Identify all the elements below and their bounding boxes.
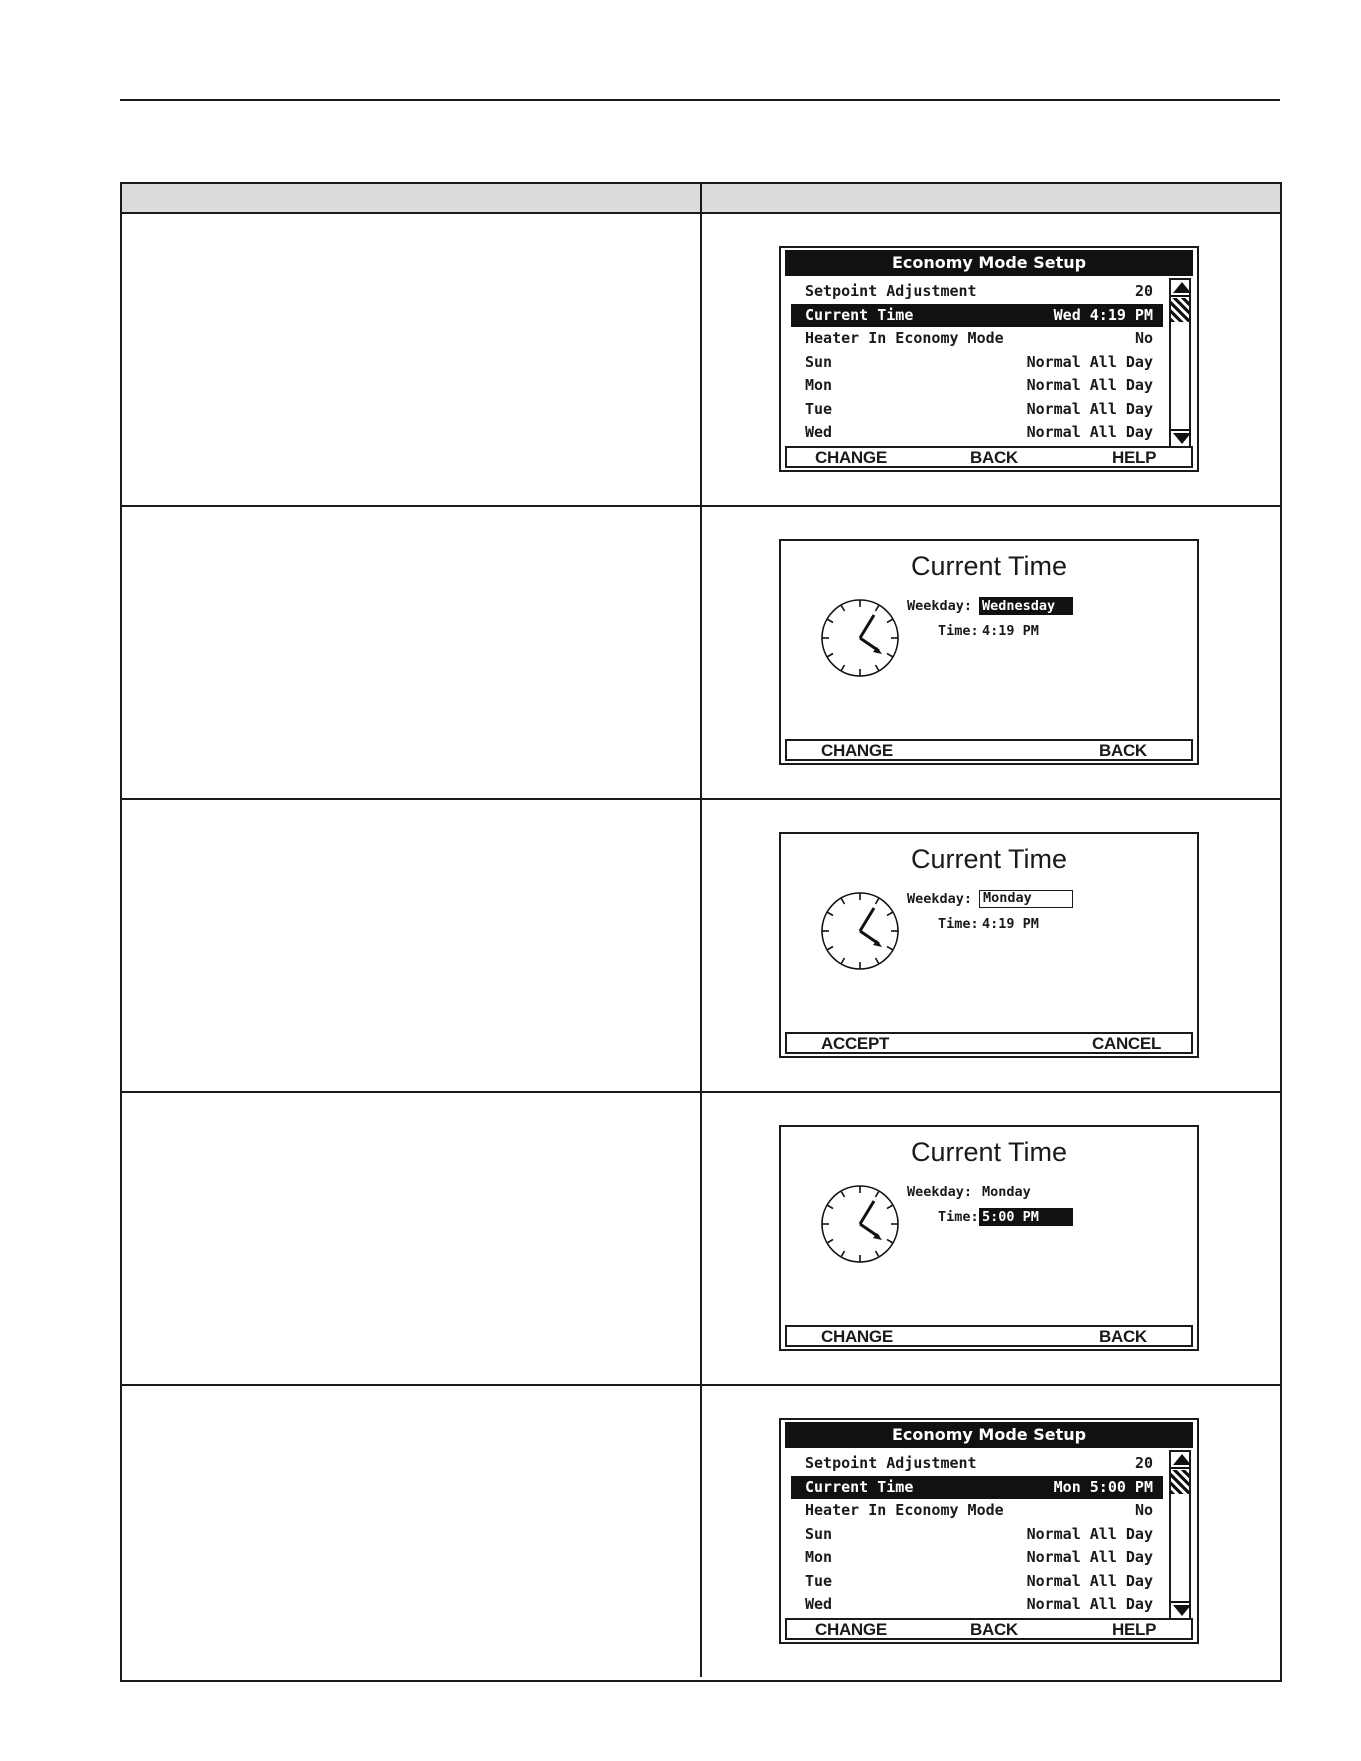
scroll-up-arrow-icon[interactable] — [1173, 1454, 1191, 1465]
menu-item-label: Tue — [805, 399, 833, 418]
softkey-back[interactable]: BACK — [970, 1620, 1018, 1639]
menu-item-label: Current Time — [805, 1477, 914, 1496]
scroll-divider — [1171, 1601, 1189, 1603]
softkey-help[interactable]: HELP — [1112, 1620, 1157, 1639]
scroll-down-arrow-icon[interactable] — [1173, 433, 1191, 444]
softkey-back[interactable]: BACK — [1099, 1327, 1147, 1346]
menu-item-label: Mon — [805, 376, 833, 394]
softkey-bar — [785, 446, 1193, 468]
menu-list — [791, 280, 1163, 445]
menu-item-value: Normal All Day — [1026, 1595, 1153, 1613]
menu-item-setpoint-adjustment[interactable] — [791, 280, 1163, 304]
display-screen — [779, 1125, 1199, 1351]
menu-item-setpoint-adjustment[interactable] — [791, 1452, 1163, 1476]
menu-item-label: Heater In Economy Mode — [805, 329, 1004, 347]
menu-item-tue[interactable] — [791, 398, 1163, 422]
scroll-divider — [1171, 429, 1189, 431]
softkey-bar — [785, 1325, 1193, 1347]
scroll-down-arrow-icon[interactable] — [1173, 1605, 1191, 1616]
menu-item-wed[interactable] — [791, 1593, 1163, 1617]
menu-item-label: Wed — [805, 1595, 833, 1613]
table-row — [122, 507, 1280, 800]
screen-cell — [702, 507, 1280, 798]
table-row — [122, 1093, 1280, 1386]
screen-cell — [702, 1093, 1280, 1384]
scroll-divider — [1171, 295, 1189, 297]
menu-list — [791, 1452, 1163, 1617]
time-label: Time: — [938, 916, 979, 932]
menu-item-label: Setpoint Adjustment — [805, 1454, 977, 1472]
menu-item-value: 20 — [1134, 282, 1153, 300]
scrollbar[interactable] — [1169, 278, 1191, 448]
menu-item-value: Normal All Day — [1026, 399, 1153, 418]
time-field[interactable]: 4:19 PM — [982, 623, 1039, 639]
menu-item-heater-economy[interactable] — [791, 1499, 1163, 1523]
menu-item-value: No — [1134, 329, 1153, 347]
menu-item-heater-economy[interactable] — [791, 327, 1163, 351]
menu-title: Economy Mode Setup — [785, 250, 1193, 276]
menu-item-label: Current Time — [805, 305, 914, 324]
clock-icon — [819, 890, 901, 972]
menu-item-current-time[interactable] — [791, 304, 1163, 328]
header-divider — [700, 184, 702, 212]
menu-title: Economy Mode Setup — [785, 1422, 1193, 1448]
menu-item-current-time[interactable] — [791, 1476, 1163, 1500]
menu-item-value: Wed 4:19 PM — [1053, 305, 1153, 324]
weekday-label: Weekday: — [907, 891, 973, 907]
time-label: Time: — [938, 1209, 979, 1225]
weekday-label: Weekday: — [907, 598, 973, 614]
top-rule — [120, 99, 1280, 101]
instruction-cell — [122, 1093, 700, 1384]
menu-item-label: Sun — [805, 352, 833, 371]
softkey-accept[interactable]: ACCEPT — [821, 1034, 890, 1053]
time-field[interactable]: 4:19 PM — [982, 916, 1039, 932]
menu-item-label: Tue — [805, 1571, 833, 1590]
scroll-thumb[interactable] — [1171, 1470, 1189, 1494]
scroll-thumb[interactable] — [1171, 298, 1189, 322]
menu-item-label: Sun — [805, 1524, 833, 1543]
softkey-bar — [785, 1032, 1193, 1054]
menu-item-mon[interactable] — [791, 1546, 1163, 1570]
menu-item-value: Normal All Day — [1026, 1524, 1153, 1543]
menu-item-label: Heater In Economy Mode — [805, 1501, 1004, 1519]
menu-item-sun[interactable] — [791, 351, 1163, 375]
softkey-change[interactable]: CHANGE — [821, 741, 893, 760]
menu-item-label: Mon — [805, 1548, 833, 1566]
menu-item-value: Mon 5:00 PM — [1053, 1477, 1153, 1496]
softkey-change[interactable]: CHANGE — [815, 1620, 887, 1639]
procedure-table — [120, 182, 1282, 1682]
instruction-cell — [122, 1386, 700, 1677]
menu-item-value: Normal All Day — [1026, 352, 1153, 371]
display-screen — [779, 832, 1199, 1058]
softkey-bar — [785, 739, 1193, 761]
menu-item-label: Wed — [805, 423, 833, 441]
softkey-help[interactable]: HELP — [1112, 448, 1157, 467]
time-label: Time: — [938, 623, 979, 639]
softkey-back[interactable]: BACK — [1099, 741, 1147, 760]
table-header — [122, 184, 1280, 214]
screen-title: Current Time — [910, 551, 1068, 581]
clock-icon — [819, 597, 901, 679]
display-screen — [779, 246, 1199, 472]
weekday-label: Weekday: — [907, 1184, 973, 1200]
menu-item-value: Normal All Day — [1026, 423, 1153, 441]
weekday-field[interactable]: Monday — [979, 890, 1073, 908]
menu-item-value: Normal All Day — [1026, 376, 1153, 394]
softkey-change[interactable]: CHANGE — [821, 1327, 893, 1346]
screen-cell — [702, 1386, 1280, 1677]
menu-item-label: Setpoint Adjustment — [805, 282, 977, 300]
softkey-back[interactable]: BACK — [970, 448, 1018, 467]
menu-item-value: Normal All Day — [1026, 1571, 1153, 1590]
scrollbar[interactable] — [1169, 1450, 1191, 1620]
scroll-up-arrow-icon[interactable] — [1173, 282, 1191, 293]
table-row — [122, 214, 1280, 507]
table-row — [122, 1386, 1280, 1677]
display-screen — [779, 1418, 1199, 1644]
scroll-divider — [1171, 1467, 1189, 1469]
table-row — [122, 800, 1280, 1093]
menu-item-value: Normal All Day — [1026, 1548, 1153, 1566]
menu-item-sun[interactable] — [791, 1523, 1163, 1547]
clock-icon — [819, 1183, 901, 1265]
display-screen — [779, 539, 1199, 765]
softkey-bar — [785, 1618, 1193, 1640]
menu-item-tue[interactable] — [791, 1570, 1163, 1594]
screen-cell — [702, 214, 1280, 505]
instruction-cell — [122, 214, 700, 505]
weekday-field[interactable]: Monday — [982, 1184, 1031, 1200]
softkey-cancel[interactable]: CANCEL — [1092, 1034, 1162, 1053]
screen-title: Current Time — [910, 844, 1068, 874]
menu-item-value: No — [1134, 1501, 1153, 1519]
instruction-cell — [122, 800, 700, 1091]
menu-item-value: 20 — [1134, 1454, 1153, 1472]
screen-cell — [702, 800, 1280, 1091]
screen-title: Current Time — [910, 1137, 1068, 1167]
time-field[interactable]: 5:00 PM — [979, 1208, 1073, 1226]
instruction-cell — [122, 507, 700, 798]
weekday-field[interactable]: Wednesday — [979, 597, 1073, 615]
menu-item-mon[interactable] — [791, 374, 1163, 398]
menu-item-wed[interactable] — [791, 421, 1163, 445]
softkey-change[interactable]: CHANGE — [815, 448, 887, 467]
